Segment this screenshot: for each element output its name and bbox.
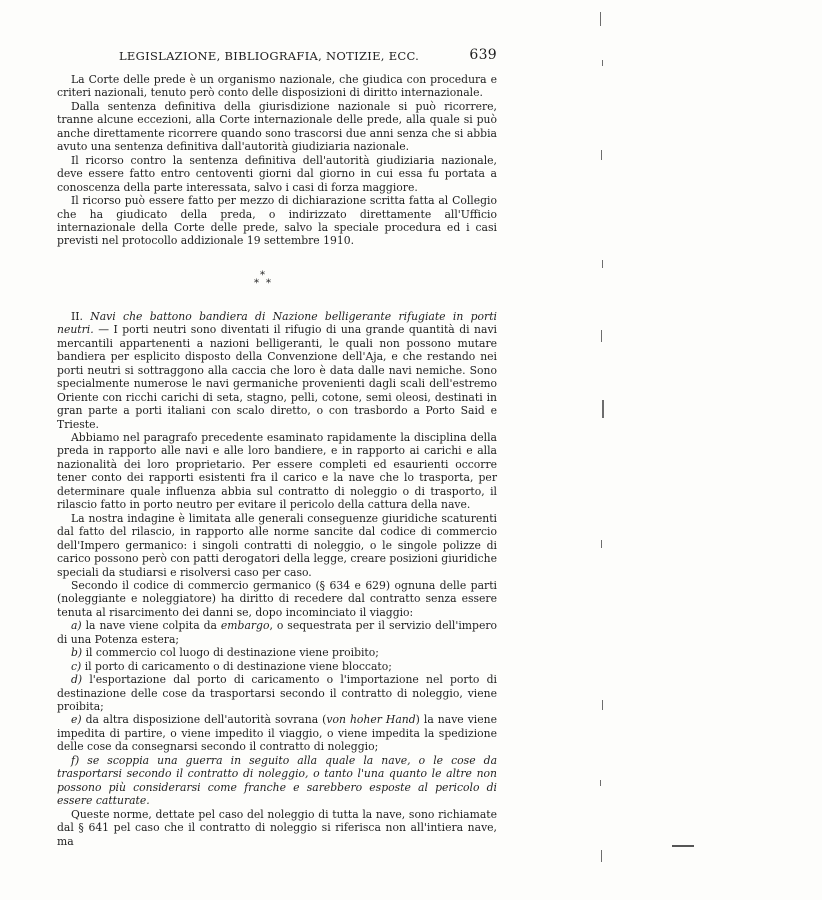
section-title: Navi che battono bandiera di Nazione belligerante rifugiate in porti neutri. [57,309,497,337]
list-text: , o sequestrata per il servizio dell'impero di una Potenza estera; [57,619,498,646]
page-number: 639 [469,47,497,63]
star-glyph: * [254,277,259,289]
list-item-f [57,754,497,808]
list-item-a [57,619,497,646]
paragraph: Secondo il codice di commercio germanico (§ 634 e 629) ognuna delle parti (noleggiante e noleggiatore) ha diritto di recedere dal contratto senza essere tenuta al risarcimento dei danni se, dopo incominciato il viaggio: [57,578,497,619]
scan-mark [600,780,601,786]
list-emphasis: embargo [220,619,270,633]
scan-mark [601,540,602,548]
section-number: II. [71,309,83,323]
list-text: se scoppia una guerra in seguito alla quale la nave, o le cose da trasportarsi secondo il contratto di noleggio, o tanto l'una quanto le altre non possono più considerarsi come franche e sarebbero esposte al pericolo di essere catturate. [57,753,498,808]
paragraph: La nostra indagine è limitata alle generali conseguenze giuridiche scaturenti dal fatto del rilascio, in rapporto alle norme sancite dal codice di commercio dell'Impero germanico: i singoli contratti di noleggio, o le singole polizze di carico possono però con patti derogatori della legge, creare posizioni giuridiche speciali da studiarsi e risolversi caso per caso. [57,511,497,579]
paragraph: Il ricorso può essere fatto per mezzo di dichiarazione scritta fatta al Collegio che ha giudicato della preda, o indirizzato direttamente all'Ufficio internazionale della Corte delle prede, salvo la speciale procedura ed i casi previsti nel protocollo addizionale 19 settembre 1910. [57,194,497,248]
list-marker: f) [71,753,80,767]
list-text: ) la nave viene impedita di partire, o viene impedito il viaggio, o viene impedita la spedizione delle cose da consegnarsi secondo il contratto di noleggio; [57,713,497,754]
list-text: la nave viene colpita da [85,619,217,633]
list-marker: d) [71,673,83,687]
star-glyph: * [266,277,271,289]
scan-mark [601,850,602,862]
paragraph: Queste norme, dettate pel caso del noleggio di tutta la nave, sono richiamate dal § 641 pel caso che il contratto di noleggio si riferisca non all'intiera nave, ma [57,807,497,848]
list-marker: c) [71,659,82,673]
paragraph: Abbiamo nel paragrafo precedente esaminato rapidamente la disciplina della preda in rapporto alle navi e alle loro bandiere, e in rapporto ai carichi e alla nazionalità dei loro proprietario. Per essere completi ed esaurienti occorre tener conto dei rapporti esistenti fra il carico e la nave che lo trasporta, per determinare quale influenza abbia sul contratto di noleggio o di trasporto, il rilascio fatto in porto neutro per evitare il pericolo della cattura della nave. [57,430,497,512]
scan-mark [600,12,601,26]
list-item-c [57,660,497,673]
scan-margin-artifacts [590,0,620,900]
scan-mark [601,330,602,342]
book-page [57,47,497,848]
scan-mark [602,60,603,66]
list-marker: a) [71,619,82,633]
section-lead-text: — I porti neutri sono diventati il rifugio di una grande quantità di navi mercantili appartenenti a nazioni belligeranti, le quali non possono mutare bandiera per esplicito disposto della Convenzione dell'Aja, e che restando nei porti neutri si sottraggono alla caccia che loro è data dalle navi nemiche. Sono specialmente numerose le navi germaniche provenienti dagli scali dell'estremo Oriente con ricchi carichi di seta, stagno, pelli, cotone, semi oleosi, destinati in gran parte a porti italiani con scalo diretto, o con trasbordo a Porto Said e Trieste. [57,323,498,431]
list-item-b [57,646,497,659]
list-text: da altra disposizione dell'autorità sovrana ( [85,713,327,727]
section-paragraph [57,310,497,431]
scan-mark [602,400,604,418]
paragraph: La Corte delle prede è un organismo nazionale, che giudica con procedura e criteri nazionali, tenuto però conto delle disposizioni di diritto internazionale. [57,73,497,100]
list-text: il porto di caricamento o di destinazione viene bloccato; [84,659,392,673]
paragraph: Il ricorso contro la sentenza definitiva dell'autorità giudiziaria nazionale, deve essere fatto entro centoventi giorni dal giorno in cui essa fu portata a conoscenza della parte interessata, salvo i casi di forza maggiore. [57,153,497,194]
list-item-d [57,673,497,713]
list-marker: b) [71,646,83,660]
list-text: l'esportazione dal porto di caricamento o l'importazione nel porto di destinazione delle cose da trasportarsi secondo il contratto di noleggio, viene proibita; [57,673,497,714]
list-text: il commercio col luogo di destinazione viene proibito; [85,646,379,660]
scan-mark [602,700,603,710]
scan-dash-mark [672,845,694,847]
scan-mark [602,260,603,268]
star-glyph: * [260,269,265,281]
list-emphasis: von hoher Hand [326,713,416,727]
list-marker: e) [71,713,82,727]
paragraph: Dalla sentenza definitiva della giurisdizione nazionale si può ricorrere, tranne alcune eccezioni, alla Corte internazionale delle prede, alla quale si può anche direttamente ricorrere quando sono trascorsi due anni senza che si abbia avuto una sentenza definitiva dall'autorità giudiziaria nazionale. [57,99,497,154]
scan-mark [601,150,602,160]
list-item-e [57,713,497,753]
running-head [57,47,497,67]
asterism-separator [57,270,497,296]
running-title: LEGISLAZIONE, BIBLIOGRAFIA, NOTIZIE, ECC. [119,49,420,63]
